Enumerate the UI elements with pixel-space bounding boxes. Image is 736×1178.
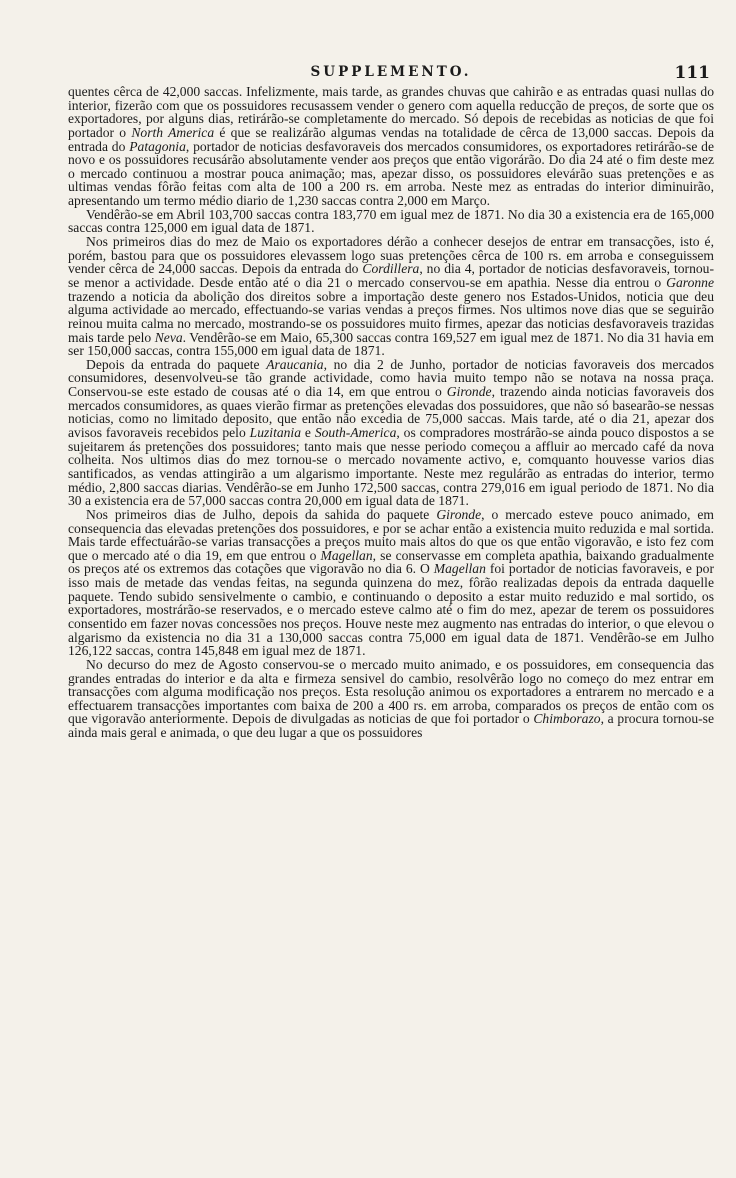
text-run: , no dia 2 de Junho, portador de noticias favoraveis dos mercados consumidores, desenvolveu-se tão grande actividade, como havia muito tempo não se notava na nossa praça. Conservou-se este estado de cousas até o dia 14, em que entrou o [68,356,714,400]
text-run: é que se realizárão algumas vendas na totalidade de cêrca de 13,000 saccas. Depois da entrada do [68,124,714,154]
paragraph-3 [68,235,714,358]
page-number: 111 [674,63,710,83]
body-text [68,85,714,1150]
text-run: trazendo a noticia da abolição dos direitos sobre a importação deste genero nos Estados-Unidos, noticia que deu alguma actividade ao mercado, effectuando-se varias vendas a preços firmes. Nos ultimos nove dias que se seguirão reinou muita calma no mercado, mostrando-se os possuidores muito firmes, apezar das noticias desfavoraveis trazidas mais tarde pelo [68,288,714,345]
paragraph-1 [68,85,714,208]
running-head [68,64,714,84]
italic-name: Neva [154,329,183,345]
italic-name: Araucania [266,356,324,372]
text-run: , trazendo ainda noticias favoraveis dos mercados consumidores, as quaes vierão firmar as pretenções elevadas dos possuidores, que não só basearão-se nessas noticias, como no limitado deposito, que então não excedia de 75,000 saccas. Mais tarde, até o dia 21, apezar dos avisos favoraveis recebidos pelo [68,384,714,441]
text-run: , o mercado esteve pouco animado, em consequencia das elevadas pretenções dos possuidores, e por se achar então a existencia muito reduzida e mal sortida. Mais tarde effectuárão-se varias transacções a preços muito mais altos do que os que então vigoravão, e isto fez com que o mercado até o dia 19, em que entrou o [68,506,714,563]
text-run: Depois da entrada do paquete [86,356,267,372]
paragraph-5 [68,508,714,658]
italic-name: Gironde [436,506,482,522]
italic-name: Luzitania [249,425,302,441]
text-run: Nos primeiros dias do mez de Maio os exportadores dérão a conhecer desejos de entrar em transacções, isto é, porém, bastou para que os possuidores elevassem logo suas pretenções cêrca de 100 rs. em arroba e conseguissem vender cêrca de 24,000 saccas. Depois da entrada do [68,234,714,277]
text-run: Vendêrão-se em Abril 103,700 saccas contra 183,770 em igual mez de 1871. No dia 30 a existencia era de 165,000 saccas contra 125,000 em igual data de 1871. [68,206,714,236]
text-run: . Vendêrão-se em Maio, 65,300 saccas contra 169,527 em igual mez de 1871. No dia 31 havia em ser 150,000 saccas, contra 155,000 em igual data de 1871. [68,329,714,359]
text-run: foi portador de noticias favoraveis, e por isso mais de metade das vendas feitas, na segunda quinzena do mez, fôrão realizadas depois da entrada daquelle paquete. Tendo subido sensivelmente o cambio, e continuando o deposito a estar muito reduzido e mal sortido, os exportadores, mostrárão-se reservados, e o mercado esteve calmo até o fim do mez, apezar de terem os possuidores consentido em fazer novas concessões nos preços. Houve neste mez augmento nas entradas do interior, o que elevou o algarismo da existencia no dia 31 a 130,000 saccas contra 75,000 em igual data de 1871. Vendêrão-se em Julho 126,122 saccas, contra 145,848 em igual mez de 1871. [68,561,714,659]
text-run: , se conservasse em completa apathia, baixando gradualmente os preços até os extremos das cotações que vigoravão no dia 6. O [68,547,714,577]
italic-name: Patagonia [129,138,186,154]
text-run: , a procura tornou-se ainda mais geral e animada, o que deu lugar a que os possuidores [68,711,714,741]
text-run: , os compradores mostrárão-se ainda pouco dispostos a se sujeitarem ás pretenções dos possuidores; tanto mais que nesse periodo começou a affluir ao mercado café da nova colheita. Nos ultimos dias do mez tornou-se o mercado novamente activo, e, comquanto houvesse varios dias santificados, as vendas attingirão a um algarismo importante. Neste mez regulárão as entradas do interior, termo médio, 2,800 saccas diarias. Vendêrão-se em Junho 172,500 saccas, contra 279,016 em igual periodo de 1871. No dia 30 a existencia era de 57,000 saccas contra 20,000 em igual data de 1871. [68,425,714,509]
text-run: Nos primeiros dias de Julho, depois da sahida do paquete [86,506,437,522]
paragraph-2 [68,208,714,235]
text-run: e [301,425,315,441]
italic-name: Gironde [446,384,492,400]
paragraph-4 [68,358,714,508]
italic-name: Magellan [320,547,373,563]
text-run: No decurso do mez de Agosto conservou-se o mercado muito animado, e os possuidores, em consequencia das grandes entradas do interior e da alta e firmeza sensivel do cambio, resolvêrão logo no começo do mez entrar em transacções com alguma modificação nos preços. Esta resolução animou os exportadores a entrarem no mercado e a effectuarem transacções importantes com baixa de 200 a 400 rs. em arroba, comparados os preços de então com os que vigoravão anteriormente. Depois de divulgadas as noticias de que foi portador o [68,656,714,727]
running-title: SUPPLEMENTO. [310,64,472,80]
italic-name: Magellan [433,561,486,577]
text-run: , no dia 4, portador de noticias desfavoraveis, tornou-se menor a actividade. Desde então até o dia 21 o mercado conservou-se em apathia. Nesse dia entrou o [68,261,714,290]
italic-name: Garonne [666,274,714,290]
italic-name: North America [131,124,215,140]
italic-name: Cordillera [362,261,420,277]
italic-name: South-America [314,425,397,441]
italic-name: Chimborazo [533,711,601,727]
paragraph-6 [68,658,714,740]
text-run: quentes cêrca de 42,000 saccas. Infelizmente, mais tarde, as grandes chuvas que cahirão e as entradas quasi nullas do interior, fizerão com que os possuidores recusassem vender o genero com aquella reducção de preços, de sorte que os exportadores, por alguns dias, retirárão-se completamente do mercado. Só depois de recebidas as noticias de que foi portador o [68,85,714,140]
text-run: , portador de noticias desfavoraveis dos mercados consumidores, os exportadores retirárão-se de novo e os possuidores recusárão absolutamente vender aos preços que então vigorárão. Do dia 24 até o fim deste mez o mercado continuou a mostrar pouca animação; mas, apezar disso, os possuidores elevárão suas pretenções e as ultimas vendas fôrão feitas com alta de 100 a 200 rs. em arroba. Neste mez as entradas do interior diminuirão, apresentando um termo médio diario de 1,230 saccas contra 2,000 em Março. [68,138,714,209]
